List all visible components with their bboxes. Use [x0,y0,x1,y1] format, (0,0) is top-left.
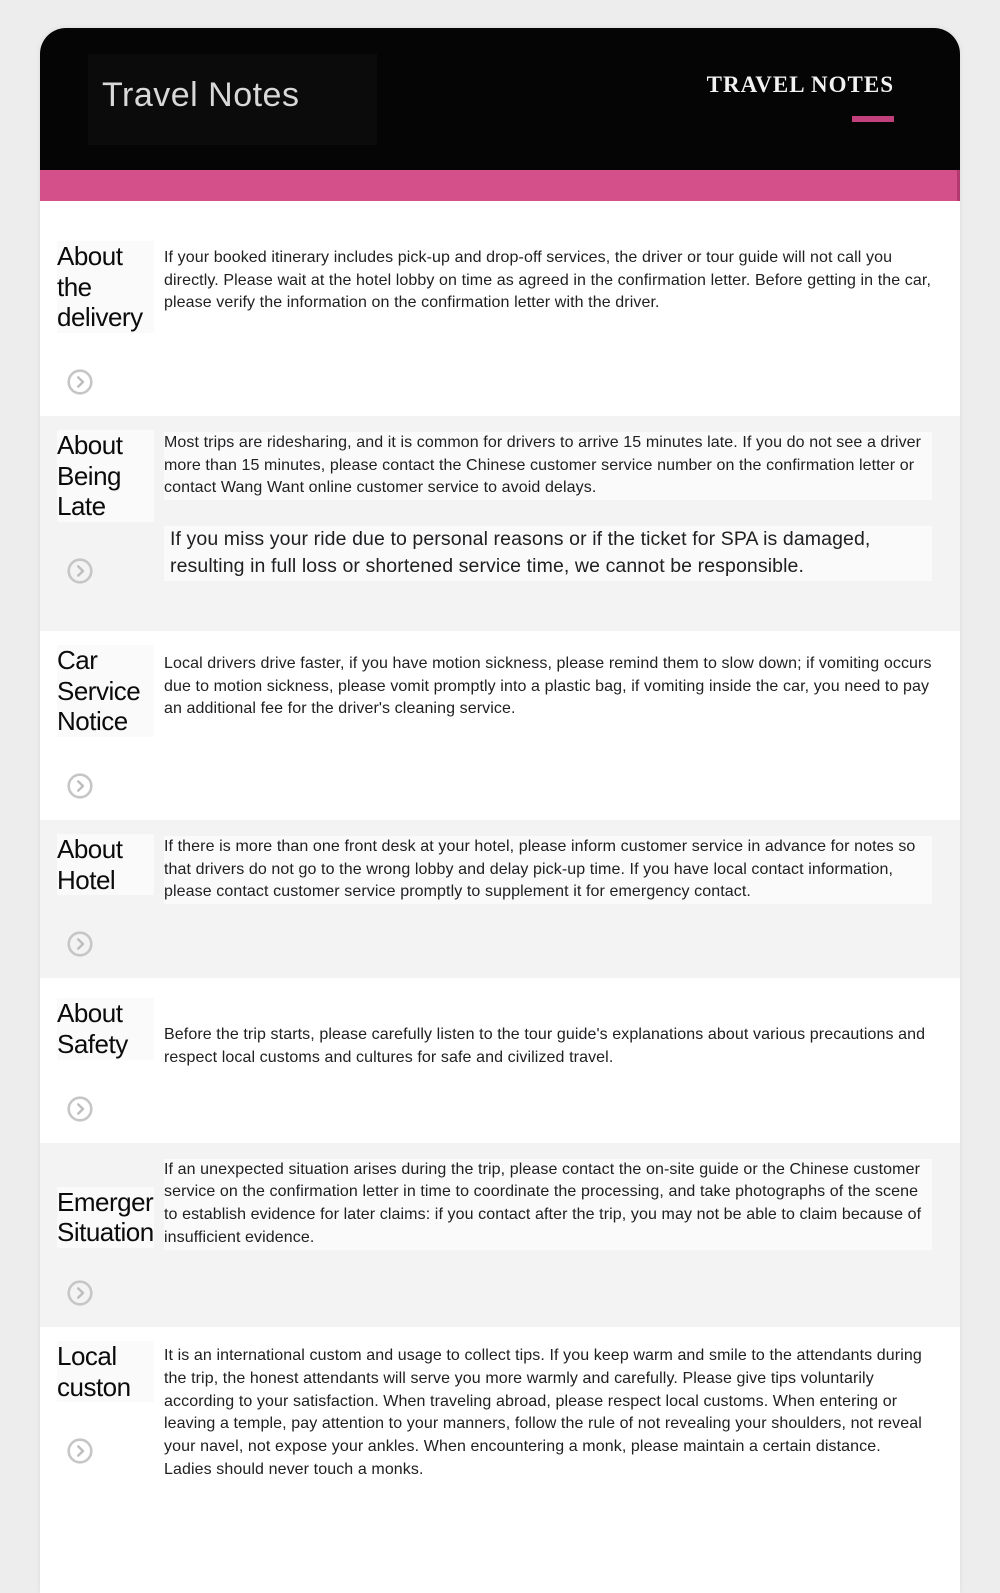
section-local-custom [40,1327,960,1579]
section-body-text: If there is more than one front desk at your hotel, please inform customer service in advance for notes so that drivers do not go to the wrong lobby and delay pick-up time. If you have local contact information, please contact customer service promptly to supplement it for emergency contact. [164,836,932,904]
notes-content [40,201,960,1593]
section-body-text: If an unexpected situation arises during the trip, please contact the on-site guide or the Chinese customer service on the confirmation letter in time to coordinate the processing, and take photographs of the scene to establish evidence for later claims: if you contact after the trip, you may not be able to claim because of insufficient evidence. [164,1159,932,1250]
pink-accent-stripe [40,170,960,201]
section-title: About Safety [57,998,154,1059]
section-body-column [164,430,932,581]
section-about-being-late [40,416,960,631]
section-about-delivery [40,227,960,416]
section-heading-column [57,992,160,1128]
page-header [40,28,960,170]
section-body-column [164,241,932,315]
section-heading-column [57,645,160,806]
section-title: About the delivery [57,241,154,333]
section-heading-column [57,834,160,964]
chevron-right-circle-icon[interactable] [65,1436,95,1471]
section-body-column [164,834,932,904]
page-title: Travel Notes [88,54,377,145]
section-heading-column [57,1341,160,1471]
chevron-right-circle-icon[interactable] [65,929,95,964]
section-heading-column [57,241,160,402]
chevron-right-circle-icon[interactable] [65,1094,95,1129]
section-body-column [164,992,932,1069]
section-title: Emerger Situation [57,1186,154,1248]
section-body-column [164,645,932,721]
brand-wordmark: TRAVEL NOTES [706,71,894,97]
section-title: About Being Late [57,430,154,522]
brand-block [707,72,894,127]
section-body-column [164,1341,932,1481]
chevron-right-circle-icon[interactable] [65,771,95,806]
section-car-service-notice [40,631,960,820]
section-title: Local custon [57,1341,154,1402]
chevron-right-circle-icon[interactable] [65,556,95,591]
brand-underline-bar [852,116,894,122]
section-heading-column [57,1157,160,1313]
section-about-hotel [40,820,960,978]
section-body-text: It is an international custom and usage to collect tips. If you keep warm and smile to the attendants during the trip, the honest attendants will serve you more warmly and carefully. Please give tips voluntarily according to your satisfaction. When traveling abroad, please respect local customs. When entering or leaving a temple, pay attention to your manners, follow the rule of not revealing your shoulders, not reveal your navel, not expose your ankles. When encountering a monk, please maintain a certain distance. Ladies should never touch a monks. [164,1347,922,1478]
section-emergency-situation [40,1143,960,1327]
chevron-right-circle-icon[interactable] [65,367,95,402]
chevron-right-circle-icon[interactable] [65,1278,95,1313]
section-body-text: Most trips are ridesharing, and it is common for drivers to arrive 15 minutes late. If you do not see a driver more than 15 minutes, please contact the Chinese customer service number on the confirmation letter or contact Wang Want online customer service to avoid delays. [164,432,932,500]
section-body-text: Local drivers drive faster, if you have motion sickness, please remind them to slow down; if vomiting occurs due to motion sickness, please vomit promptly into a plastic bag, if vomiting inside the car, you need to pay an additional fee for the driver's cleaning service. [164,655,932,718]
section-title: About Hotel [57,834,154,895]
section-body-column [164,1157,932,1250]
section-title: Car Service Notice [57,645,154,737]
section-body-text: If your booked itinerary includes pick-up and drop-off services, the driver or tour guide will not call you directly. Please wait at the hotel lobby on time as agreed in the confirmation letter. Before getting in the car, please verify the information on the confirmation letter with the driver. [164,249,931,312]
section-body-text: Before the trip starts, please carefully listen to the tour guide's explanations about various precautions and respect local customs and cultures for safe and civilized travel. [164,1026,926,1067]
travel-notes-card [40,28,960,1593]
section-about-safety [40,978,960,1142]
section-heading-column [57,430,160,591]
section-body-emphasis-text: If you miss your ride due to personal reasons or if the ticket for SPA is damaged, resulting in full loss or shortened service time, we cannot be responsible. [164,526,932,581]
